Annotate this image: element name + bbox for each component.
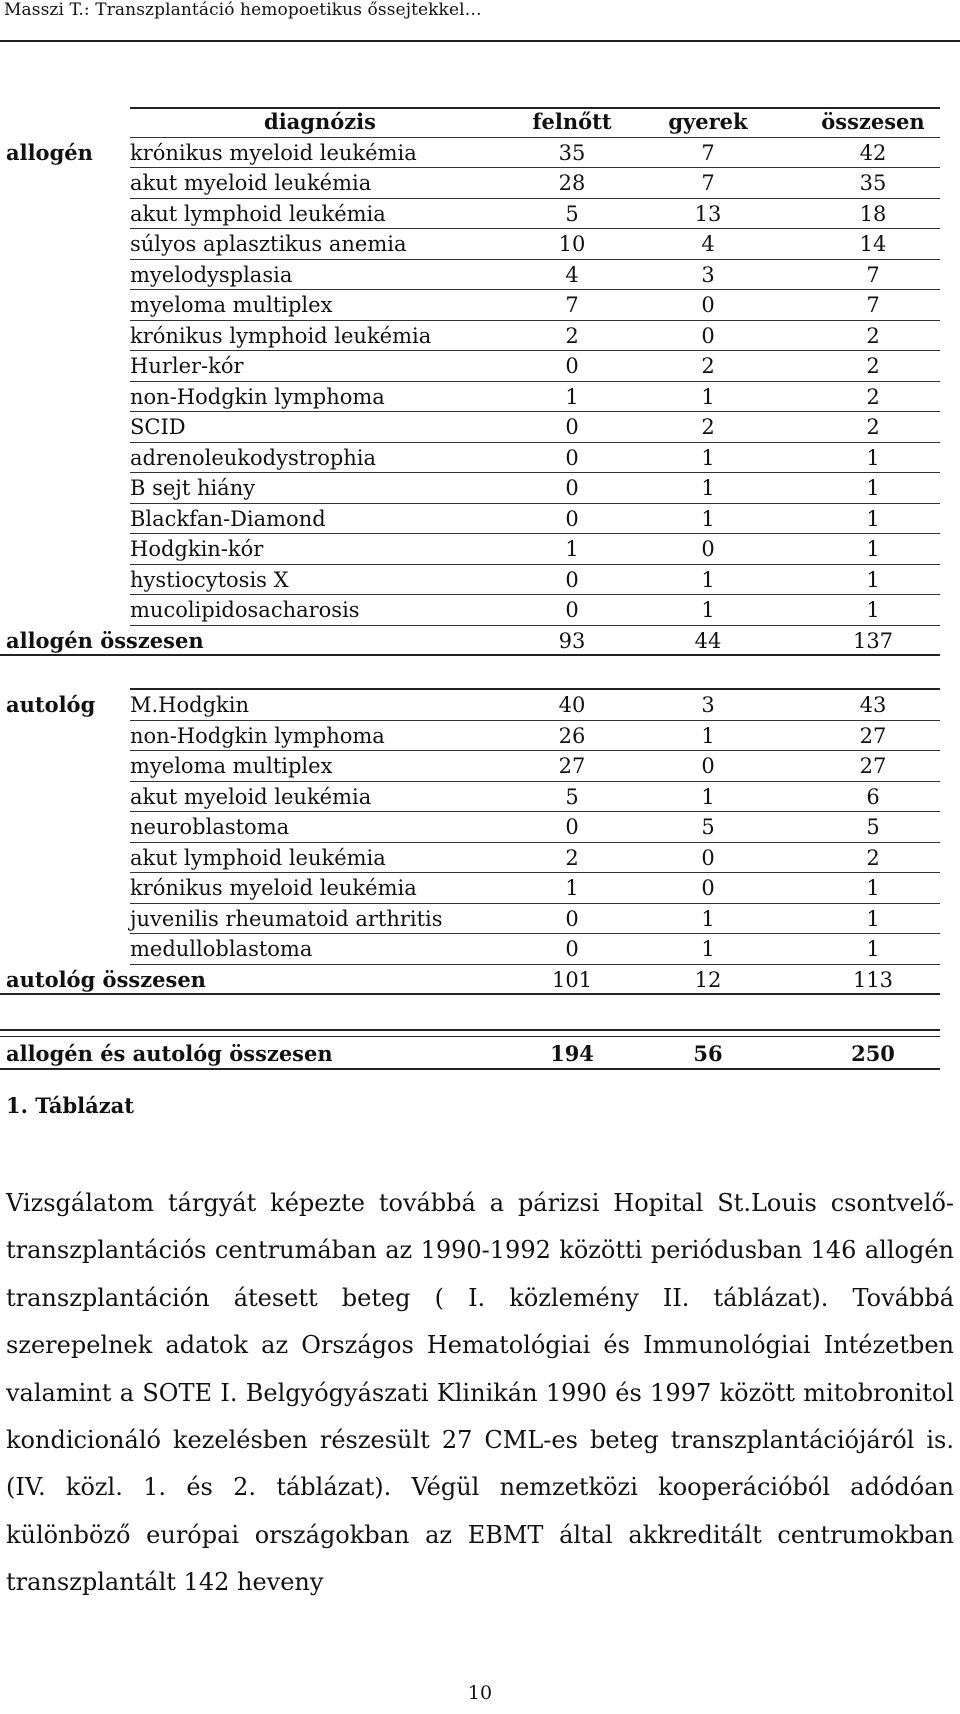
- cell-child: 1: [701, 567, 715, 592]
- table-row: [0, 904, 940, 935]
- cell-diagnosis: akut myeloid leukémia: [130, 171, 372, 195]
- header-rule: [0, 40, 960, 42]
- cell-diagnosis: akut lymphoid leukémia: [130, 845, 386, 870]
- autolog-summary-label: autológ összesen: [6, 966, 206, 992]
- cell-diagnosis: krónikus myeloid leukémia: [130, 876, 417, 900]
- allogen-summary-adult: 93: [558, 628, 586, 653]
- cell-child: 5: [701, 815, 715, 839]
- cell-child: 1: [701, 384, 715, 409]
- table-row: [0, 595, 940, 626]
- cell-diagnosis: SCID: [130, 415, 186, 439]
- autolog-group-label: autológ: [6, 692, 96, 717]
- autolog-summary-child: 12: [694, 967, 722, 992]
- cell-adult: 7: [565, 293, 579, 317]
- table-caption: 1. Táblázat: [6, 1093, 134, 1118]
- cell-adult: 0: [565, 906, 579, 931]
- cell-child: 0: [701, 876, 715, 900]
- table-row: [0, 412, 940, 443]
- cell-diagnosis: myeloma multiplex: [130, 754, 333, 778]
- cell-child: 2: [701, 415, 715, 439]
- table-row: [0, 565, 940, 596]
- grand-total-label: allogén és autológ összesen: [6, 1041, 333, 1066]
- table-row: [0, 751, 940, 782]
- cell-child: 0: [701, 293, 715, 317]
- grand-total-total: 250: [851, 1041, 895, 1066]
- cell-child: 13: [694, 201, 722, 226]
- autolog-summary-total: 113: [852, 967, 894, 992]
- cell-diagnosis: Hodgkin-kór: [130, 537, 264, 561]
- cell-diagnosis: non-Hodgkin lymphoma: [130, 723, 385, 748]
- cell-total: 7: [866, 293, 880, 317]
- cell-total: 2: [866, 415, 880, 439]
- body-paragraph: Vizsgálatom tárgyát képezte továbbá a párizsi Hopital St.Louis csontvelő-transzplantációs centrumában az 1990-1992 közötti periódusban 146 allogén transzplantáción átesett beteg ( I. közlemény II. táblázat). Továbbá szerepelnek adatok az Országos Hematológiai és Immunológiai Intézetben valamint a SOTE I. Belgyógyászati Klinikán 1990 és 1997 között mitobronitol kondicionáló kezelésben részesült 27 CML-es beteg transzplantációjáról is. (IV. közl. 1. és 2. táblázat). Végül nemzetközi kooperációból adódóan különböző európai országokban az EBMT által akkreditált centrumokban transzplantált 142 heveny: [6, 1189, 954, 1597]
- cell-total: 2: [866, 323, 880, 348]
- cell-total: 1: [866, 476, 880, 500]
- cell-adult: 10: [558, 232, 586, 256]
- cell-diagnosis: akut lymphoid leukémia: [130, 201, 386, 226]
- cell-diagnosis: B sejt hiány: [130, 476, 256, 500]
- cell-adult: 2: [565, 845, 579, 870]
- cell-total: 35: [859, 171, 887, 195]
- cell-child: 0: [701, 754, 715, 778]
- grand-total-child: 56: [693, 1041, 723, 1066]
- cell-child: 7: [701, 140, 715, 165]
- cell-child: 1: [701, 784, 715, 809]
- cell-diagnosis: súlyos aplasztikus anemia: [130, 232, 407, 256]
- table-row: [0, 504, 940, 535]
- cell-adult: 0: [565, 815, 579, 839]
- autolog-summary-adult: 101: [551, 967, 593, 992]
- table-header-row: [0, 107, 940, 138]
- allogen-group-label: allogén: [6, 139, 93, 165]
- cell-diagnosis: hystiocytosis X: [130, 567, 289, 592]
- cell-adult: 1: [565, 537, 579, 561]
- cell-adult: 0: [565, 415, 579, 439]
- allogen-summary-child: 44: [694, 628, 722, 653]
- cell-total: 5: [866, 815, 880, 839]
- cell-child: 1: [701, 598, 715, 622]
- cell-total: 1: [866, 937, 880, 961]
- cell-total: 27: [859, 754, 887, 778]
- table-row: [0, 843, 940, 874]
- cell-adult: 0: [565, 445, 579, 470]
- table-row: [0, 690, 940, 721]
- cell-adult: 35: [558, 140, 586, 165]
- table-row: [0, 534, 940, 565]
- table-row: [0, 290, 940, 321]
- cell-total: 2: [866, 845, 880, 870]
- grand-total-row: [0, 1039, 940, 1070]
- cell-diagnosis: medulloblastoma: [130, 937, 313, 961]
- header-diagnosis: diagnózis: [264, 109, 376, 134]
- cell-total: 2: [866, 354, 880, 378]
- cell-child: 1: [701, 723, 715, 748]
- cell-child: 1: [701, 906, 715, 931]
- cell-diagnosis: neuroblastoma: [130, 815, 290, 839]
- cell-adult: 26: [558, 723, 586, 748]
- cell-adult: 5: [565, 784, 579, 809]
- table-row: [0, 168, 940, 199]
- table-row: [0, 782, 940, 813]
- grand-total-adult: 194: [550, 1041, 594, 1066]
- cell-adult: 1: [565, 384, 579, 409]
- autolog-summary-row: [0, 965, 940, 996]
- cell-child: 1: [701, 445, 715, 470]
- table-row: [0, 721, 940, 752]
- cell-child: 2: [701, 354, 715, 378]
- table-row: [0, 351, 940, 382]
- cell-total: 42: [859, 140, 887, 165]
- cell-total: 1: [866, 506, 880, 531]
- cell-diagnosis: Blackfan-Diamond: [130, 506, 326, 531]
- cell-adult: 27: [558, 754, 586, 778]
- cell-adult: 0: [565, 567, 579, 592]
- allogen-summary-label: allogén összesen: [6, 627, 204, 653]
- cell-adult: 1: [565, 876, 579, 900]
- cell-adult: 40: [558, 693, 586, 717]
- cell-adult: 0: [565, 937, 579, 961]
- cell-child: 7: [701, 171, 715, 195]
- table-row: [0, 260, 940, 291]
- cell-total: 1: [866, 537, 880, 561]
- table-row: [0, 473, 940, 504]
- cell-diagnosis: krónikus myeloid leukémia: [130, 140, 417, 165]
- cell-diagnosis: M.Hodgkin: [130, 693, 249, 717]
- cell-adult: 2: [565, 323, 579, 348]
- cell-total: 14: [859, 232, 887, 256]
- cell-adult: 5: [565, 201, 579, 226]
- cell-total: 1: [866, 906, 880, 931]
- cell-child: 1: [701, 506, 715, 531]
- cell-adult: 28: [558, 171, 586, 195]
- cell-diagnosis: myelodysplasia: [130, 262, 293, 287]
- table-row: [0, 443, 940, 474]
- autolog-section: [0, 690, 940, 965]
- cell-adult: 0: [565, 598, 579, 622]
- header-total: összesen: [821, 109, 925, 134]
- cell-child: 3: [701, 693, 715, 717]
- cell-diagnosis: non-Hodgkin lymphoma: [130, 384, 385, 409]
- cell-total: 1: [866, 567, 880, 592]
- header-adult: felnőtt: [532, 109, 612, 134]
- cell-adult: 0: [565, 476, 579, 500]
- cell-total: 1: [866, 445, 880, 470]
- cell-adult: 0: [565, 354, 579, 378]
- cell-total: 1: [866, 876, 880, 900]
- table-row: [0, 934, 940, 965]
- table-row: [0, 873, 940, 904]
- table-row: [0, 382, 940, 413]
- cell-total: 43: [859, 693, 887, 717]
- cell-child: 4: [701, 232, 715, 256]
- allogen-summary-total: 137: [852, 628, 894, 653]
- cell-adult: 4: [565, 262, 579, 287]
- table-row: [0, 812, 940, 843]
- allogen-section: [0, 138, 940, 626]
- cell-child: 0: [701, 323, 715, 348]
- cell-total: 1: [866, 598, 880, 622]
- running-head: Masszi T.: Transzplantáció hemopoetikus őssejtekkel…: [4, 0, 482, 20]
- cell-diagnosis: Hurler-kór: [130, 354, 244, 378]
- cell-diagnosis: akut myeloid leukémia: [130, 784, 372, 809]
- table-row: [0, 229, 940, 260]
- cell-child: 3: [701, 262, 715, 287]
- cell-diagnosis: krónikus lymphoid leukémia: [130, 323, 432, 348]
- cell-total: 6: [866, 784, 880, 809]
- table-row: [0, 138, 940, 169]
- allogen-summary-row: [0, 626, 940, 657]
- cell-total: 27: [859, 723, 887, 748]
- cell-diagnosis: myeloma multiplex: [130, 293, 333, 317]
- cell-total: 2: [866, 384, 880, 409]
- page-number: 10: [467, 1682, 493, 1704]
- table-row: [0, 199, 940, 230]
- transplant-table: [0, 107, 940, 1070]
- table-row: [0, 321, 940, 352]
- header-child: gyerek: [668, 109, 748, 134]
- cell-diagnosis: mucolipidosacharosis: [130, 598, 360, 622]
- cell-child: 0: [701, 845, 715, 870]
- cell-total: 18: [859, 201, 887, 226]
- grand-total-double-rule: [0, 1029, 940, 1037]
- cell-adult: 0: [565, 506, 579, 531]
- cell-child: 1: [701, 476, 715, 500]
- cell-diagnosis: juvenilis rheumatoid arthritis: [130, 906, 443, 931]
- cell-child: 1: [701, 937, 715, 961]
- cell-total: 7: [866, 262, 880, 287]
- cell-child: 0: [701, 537, 715, 561]
- cell-diagnosis: adrenoleukodystrophia: [130, 445, 377, 470]
